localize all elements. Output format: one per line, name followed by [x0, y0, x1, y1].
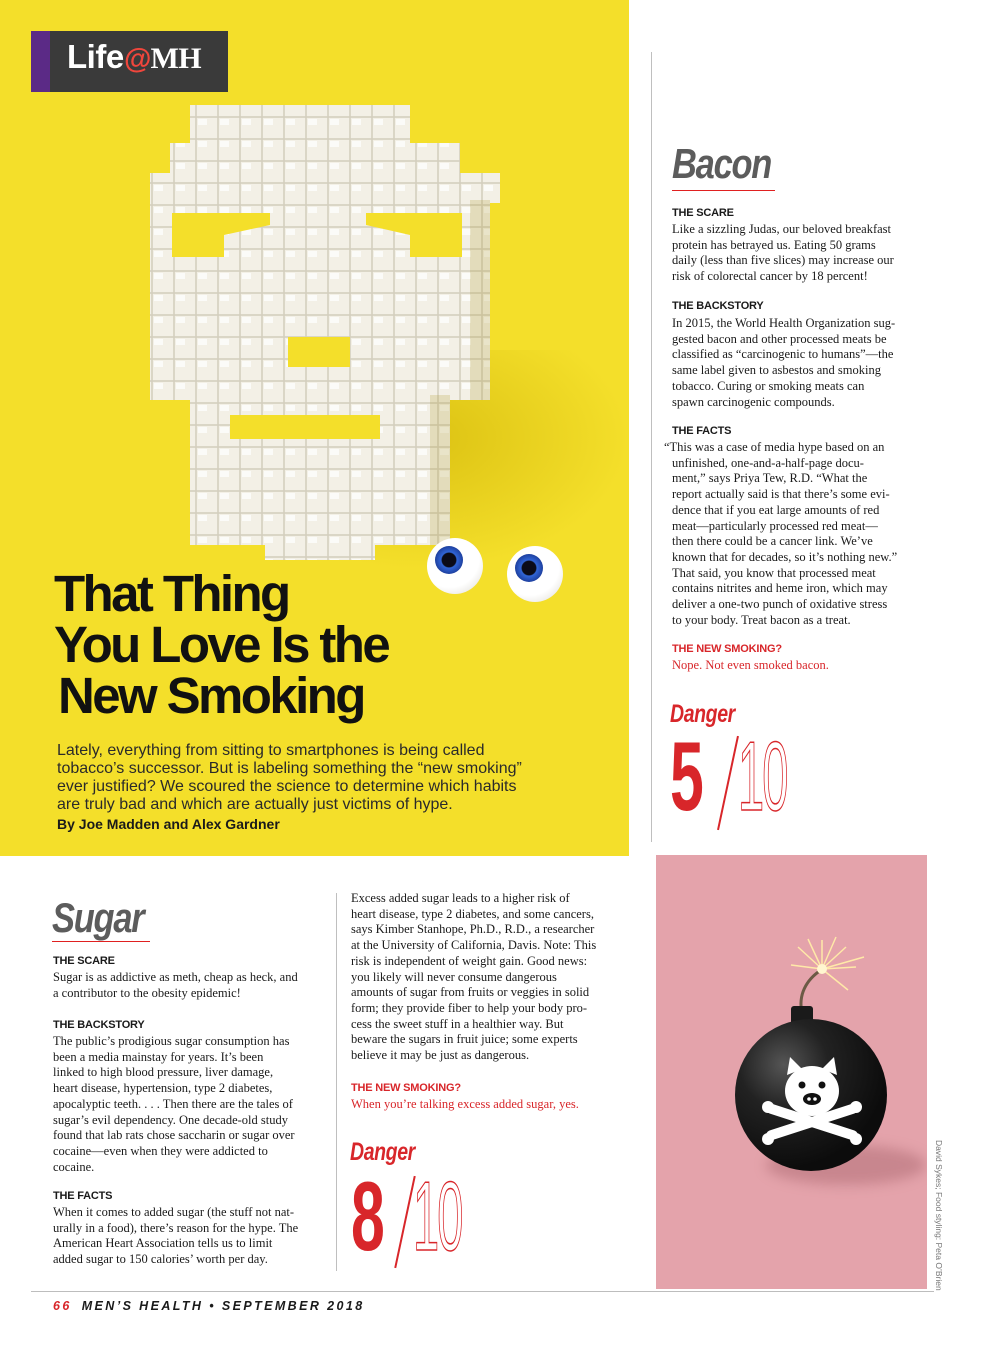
sugar-backstory-heading: THE BACKSTORY	[53, 1019, 145, 1031]
bacon-facts-heading: THE FACTS	[672, 425, 732, 437]
sugar-backstory-text: The public’s prodigious sugar consumption has been a media mainstay for years. It’s been linked to high blood pressure, liver damage, heart disease, hypertension, type 2 diabetes, apocalyptic teeth. . . . Then there are the tales of sugar’s evil dependency. One decade-old study found that lab rats chose saccharin or sugar over cocaine—even when they were addicted to cocaine.	[53, 1034, 295, 1174]
bacon-danger-slash	[717, 736, 739, 830]
bacon-danger-label: Danger	[670, 700, 735, 728]
bacon-scare-heading: THE SCARE	[672, 207, 734, 219]
bacon-title-underline	[672, 190, 775, 191]
bomb-photo	[656, 855, 927, 1289]
sugar-danger-label: Danger	[350, 1138, 415, 1166]
sugar-facts-continued: Excess added sugar leads to a higher risk of heart disease, type 2 diabetes, and some cancers, says Kimber Stanhope, Ph.D., R.D., a researcher at the University of California, Davis. Note: This risk is independent of weight gain. Good news: you likely will never consume dangerous amounts of sugar from fruits or veggies in solid form; they provide fiber to help your body pro- cess the sweet stuff in a healthier way. But beware the sugars in fruit juice; some experts believe it may be just as dangerous.	[351, 891, 597, 1063]
bacon-danger-out-of: 10	[738, 721, 787, 831]
sugar-verdict-heading: THE NEW SMOKING?	[351, 1082, 461, 1094]
page-footer	[53, 1299, 365, 1313]
headline-line: New Smoking	[58, 667, 364, 724]
bacon-backstory-text: In 2015, the World Health Organization sug- gested bacon and other processed meats be classified as “carcinogenic to humans”—the same label given to asbestos and smoking tobacco. Curing or smoking meats can spawn carcinogenic compounds.	[672, 316, 896, 409]
bacon-title: Bacon	[672, 140, 772, 187]
hero-photo	[0, 0, 629, 856]
sugar-scare-heading: THE SCARE	[53, 955, 115, 967]
bacon-scare-text: Like a sizzling Judas, our beloved breakfast protein has betrayed us. Eating 50 grams daily (less than five slices) may increase our risk of colorectal cancer by 18 percent!	[672, 222, 894, 284]
issue-date: SEPTEMBER 2018	[221, 1299, 365, 1313]
publication-name: MEN’S HEALTH	[81, 1299, 204, 1313]
logo-suffix: MH	[150, 42, 202, 75]
sugar-verdict: When you’re talking excess added sugar, yes.	[351, 1097, 579, 1111]
sugar-danger-score: 8	[351, 1161, 385, 1271]
sugar-facts-text: When it comes to added sugar (the stuff not nat- urally in a food), there’s reason for the hype. The American Heart Association tells us to limit added sugar to 150 calories’ worth per day.	[53, 1205, 299, 1267]
headline-line: That Thing	[54, 565, 289, 622]
logo-accent-bar	[31, 31, 50, 92]
column-rule-right	[651, 52, 652, 842]
footer-separator: •	[209, 1299, 216, 1313]
bacon-facts-text: “This was a case of media hype based on an unfinished, one-and-a-half-page docu- ment,” says Priya Tew, R.D. “What the report actually said is that there’s some evi- dence that if you eat large amounts of red meat—particularly processed red meat— then there could be a cancer link. We’ve known that for decades, so it’s nothing new.” That said, you know that processed meat contains nitrites and heme iron, which may deliver a one-two punch of oxidative stress to your body. Treat bacon as a treat.	[664, 440, 898, 627]
photo-credit: David Sykes; Food styling: Peta O’Brien	[934, 1140, 944, 1291]
sugar-facts-heading: THE FACTS	[53, 1190, 113, 1202]
logo-at-sign: @	[123, 43, 151, 74]
headline	[54, 565, 614, 724]
page-number: 66	[53, 1299, 72, 1313]
logo-text	[67, 38, 201, 76]
bacon-backstory-heading: THE BACKSTORY	[672, 300, 764, 312]
sugar-title: Sugar	[52, 894, 144, 941]
bacon-verdict: Nope. Not even smoked bacon.	[672, 658, 829, 672]
sugar-danger-out-of: 10	[413, 1161, 462, 1271]
sugar-title-underline	[52, 941, 150, 942]
logo-prefix: Life	[67, 38, 124, 75]
section-logo	[31, 31, 228, 92]
dek: Lately, everything from sitting to smartphones is being called tobacco’s successor. But is labeling something the “new smoking” ever justified? We scoured the science to determine which habits are truly bad and which are actually just victims of hype.	[57, 742, 522, 813]
sugar-cube-skull-image	[130, 95, 510, 565]
footer-rule	[31, 1291, 934, 1292]
bacon-verdict-heading: THE NEW SMOKING?	[672, 643, 782, 655]
bacon-danger-score: 5	[670, 721, 704, 831]
byline: By Joe Madden and Alex Gardner	[57, 816, 280, 832]
sugar-scare-text: Sugar is as addictive as meth, cheap as heck, and a contributor to the obesity epidemic!	[53, 970, 298, 1000]
headline-line: You Love Is the	[54, 616, 389, 673]
pig-crossbones-icon	[754, 1055, 870, 1151]
